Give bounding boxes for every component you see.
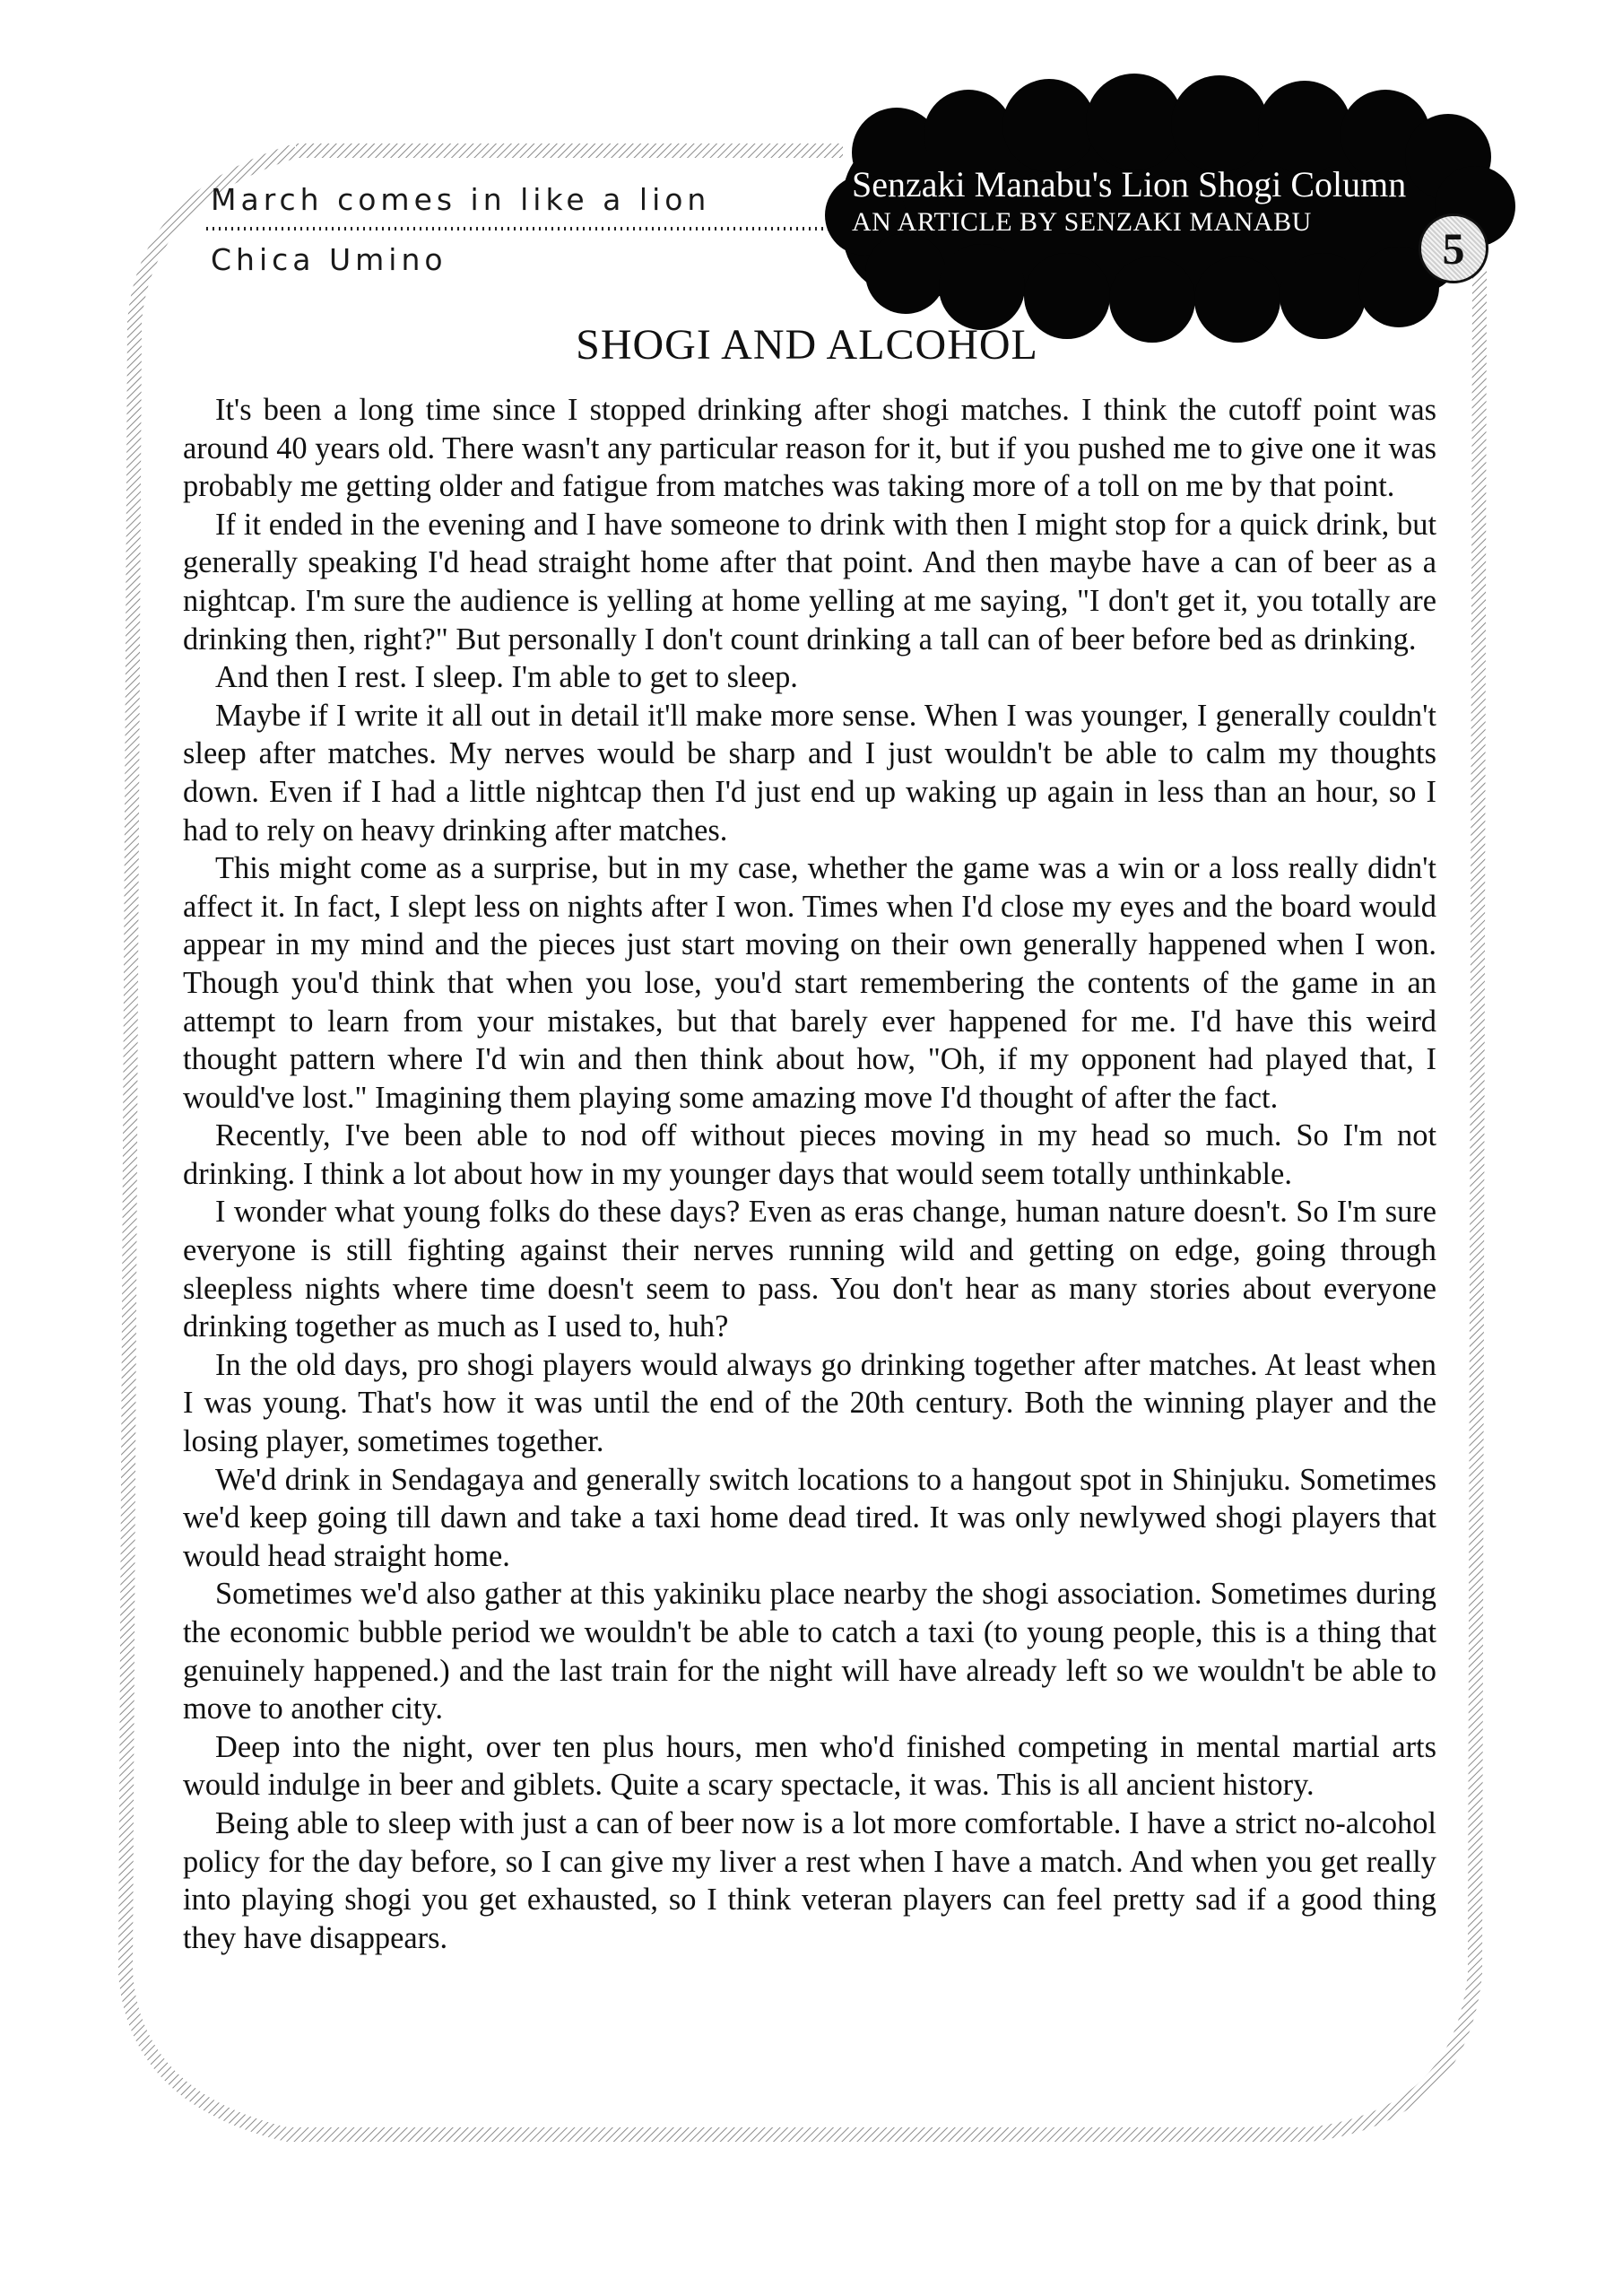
article-paragraph: I wonder what young folks do these days? Even as eras change, human nature doesn't. So I'm sure everyone is still fighting against their nerves running wild and getting on edge, going through sleepless nights where time doesn't seem to pass. You don't hear as many stories about everyone drinking together as much as I used to, huh? xyxy=(183,1195,1436,1344)
series-title: March comes in like a lion xyxy=(211,182,711,217)
article-paragraph: We'd drink in Sendagaya and generally switch locations to a hangout spot in Shinjuku. Sometimes we'd keep going till dawn and take a taxi home dead tired. It was only newlywed shogi players that would head straight home. xyxy=(183,1462,1436,1573)
article-paragraph: Sometimes we'd also gather at this yakiniku place nearby the shogi association. Sometimes during the economic bubble period we wouldn't be able to catch a taxi (to young people, this is a thing that genuinely happened.) and the last train for the night will have already left so we wouldn't be able to move to another city. xyxy=(183,1577,1436,1726)
column-subtitle: AN ARTICLE BY SENZAKI MANABU xyxy=(852,207,1312,237)
article-paragraph: In the old days, pro shogi players would always go drinking together after matches. At least when I was young. That's how it was until the end of the 20th century. Both the winning player and the losing player, sometimes together. xyxy=(183,1347,1436,1459)
author-name: Chica Umino xyxy=(211,242,447,277)
article-paragraph: Deep into the night, over ten plus hours, men who'd finished competing in mental martial arts would indulge in beer and giblets. Quite a scary spectacle, it was. This is all ancient history. xyxy=(183,1729,1436,1803)
article-paragraph: If it ended in the evening and I have someone to drink with then I might stop for a quick drink, but generally speaking I'd head straight home after that point. And then maybe have a can of beer as a nightcap. I'm sure the audience is yelling at home yelling at me saying, "I don't get it, you totally are drinking then, right?" But personally I don't count drinking a tall can of beer before bed as drinking. xyxy=(183,507,1436,657)
issue-number-badge: 5 xyxy=(1419,213,1488,283)
article-heading: SHOGI AND ALCOHOL xyxy=(576,321,1038,369)
column-title: Senzaki Manabu's Lion Shogi Column xyxy=(852,164,1407,204)
column-banner xyxy=(852,163,1480,239)
article-paragraph: It's been a long time since I stopped drinking after shogi matches. I think the cutoff point was around 40 years old. There wasn't any particular reason for it, but if you pushed me to give one it was probably me getting older and fatigue from matches was taking more of a toll on me by that point. xyxy=(183,393,1436,504)
article-paragraph: And then I rest. I sleep. I'm able to get to sleep. xyxy=(215,660,798,695)
article-paragraph: Recently, I've been able to nod off without pieces moving in my head so much. So I'm not drinking. I think a lot about how in my younger days that would seem totally unthinkable. xyxy=(183,1118,1436,1191)
article-body xyxy=(183,391,1436,1957)
article-paragraph: Being able to sleep with just a can of beer now is a lot more comfortable. I have a strict no-alcohol policy for the day before, so I can give my liver a rest when I have a match. And when you get really into playing shogi you get exhausted, so I think veteran players can feel pretty sad if a good thing they have disappears. xyxy=(183,1805,1436,1955)
article-paragraph: This might come as a surprise, but in my case, whether the game was a win or a loss really didn't affect it. In fact, I slept less on nights after I won. Times when I'd close my eyes and the board would appear in my mind and the pieces just start moving on their own generally happened when I won. Though you'd think that when you lose, you'd start remembering the contents of the game in an attempt to learn from your mistakes, but that barely ever happened for me. I'd have this weird thought pattern where I'd win and then think about how, "Oh, if my opponent had played that, I would've lost." Imagining them playing some amazing move I'd thought of after the fact. xyxy=(183,851,1436,1115)
article-paragraph: Maybe if I write it all out in detail it'll make more sense. When I was younger, I generally couldn't sleep after matches. My nerves would be sharp and I just wouldn't be able to calm my thoughts down. Even if I had a little nightcap then I'd just end up waking up again in less than an hour, so I had to rely on heavy drinking after matches. xyxy=(183,698,1436,848)
